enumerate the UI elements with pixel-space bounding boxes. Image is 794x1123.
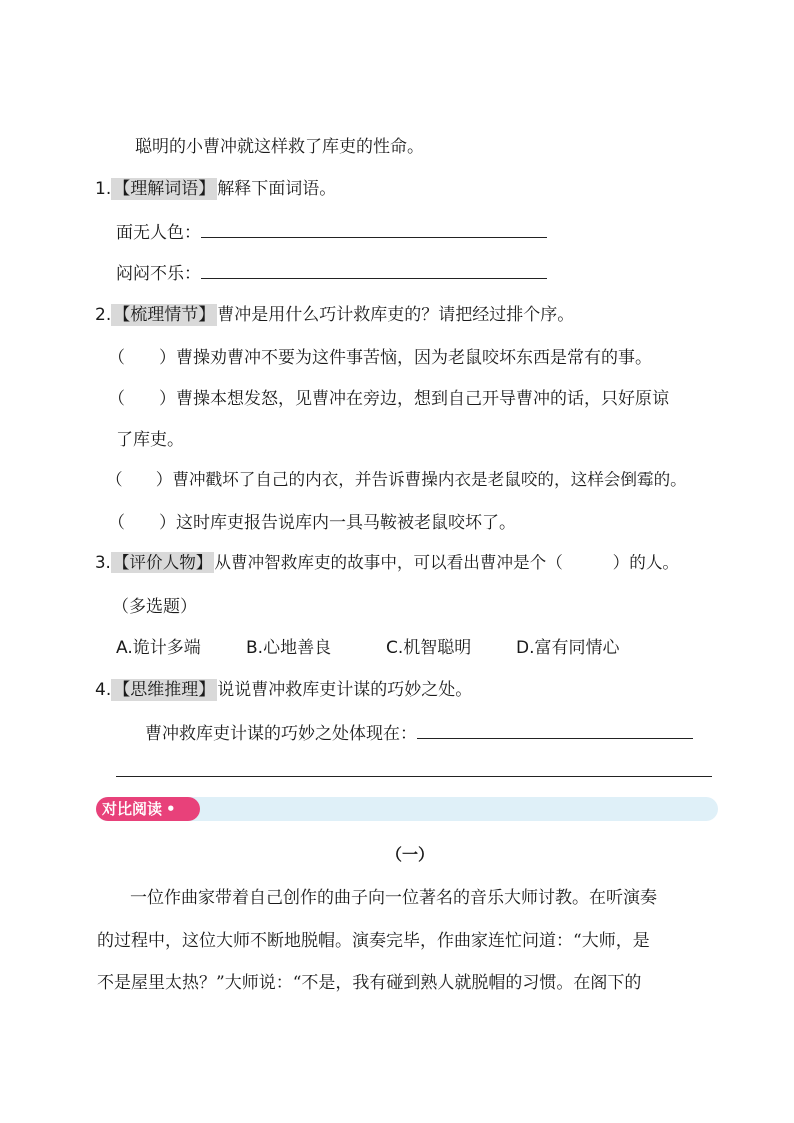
sequence-text: 曹冲戳坏了自己的内衣，并告诉曹操内衣是老鼠咬的，这样会倒霉的。 (172, 470, 687, 489)
question-number: 3. (95, 553, 111, 572)
sequence-text: 了库吏。 (116, 430, 184, 450)
sequence-item-continued (116, 425, 184, 450)
question-prompt: 说说曹冲救库吏计谋的巧妙之处。 (217, 680, 473, 700)
q4-answer-row-2 (116, 762, 712, 782)
section-title-pill (96, 797, 200, 821)
question-4 (95, 675, 472, 700)
answer-line[interactable] (116, 762, 712, 777)
term-label: 面无人色： (116, 223, 201, 243)
bullet-icon: • (166, 800, 176, 818)
q1-item-2 (116, 259, 547, 284)
sequence-item (106, 466, 687, 490)
term-label: 闷闷不乐： (116, 264, 201, 284)
question-tag: 【理解词语】 (113, 179, 216, 199)
answer-lead: 曹冲救库吏计谋的巧妙之处体现在： (145, 724, 417, 744)
option-d[interactable]: D.富有同情心 (516, 638, 620, 658)
section-title: 对比阅读 (102, 800, 163, 818)
intro-line: 聪明的小曹冲就这样救了库吏的性命。 (135, 137, 424, 157)
sequence-item (108, 343, 652, 368)
option-b[interactable]: B.心地善良 (246, 638, 332, 658)
passage-line: 一位作曲家带着自己创作的曲子向一位著名的音乐大师讨教。在听演奏 (130, 888, 657, 908)
option-a[interactable]: A.诡计多端 (116, 638, 201, 658)
question-number: 2. (95, 305, 112, 325)
q3-options (116, 633, 620, 658)
q1-item-1 (116, 218, 547, 243)
answer-line[interactable] (417, 724, 693, 739)
question-number: 1. (95, 179, 112, 199)
answer-line[interactable] (201, 223, 547, 238)
option-c[interactable]: C.机智聪明 (386, 638, 472, 658)
question-2 (95, 300, 574, 325)
question-prompt: 曹冲是用什么巧计救库吏的？请把经过排个序。 (217, 305, 575, 325)
order-blank[interactable]: （ ） (108, 513, 176, 533)
sequence-item (108, 508, 516, 533)
passage-line: 不是屋里太热？”大师说：“不是，我有碰到熟人就脱帽的习惯。在阁下的 (97, 973, 642, 993)
passage-heading: （一） (386, 845, 435, 864)
sequence-text: 曹操本想发怒，见曹冲在旁边，想到自己开导曹冲的话，只好原谅 (176, 389, 669, 409)
order-blank[interactable]: （ ） (108, 348, 176, 368)
sequence-text: 曹操劝曹冲不要为这件事苦恼，因为老鼠咬坏东西是常有的事。 (176, 348, 652, 368)
sequence-item (108, 384, 669, 409)
q4-answer-row (145, 719, 693, 744)
question-prompt: 解释下面词语。 (217, 179, 337, 199)
order-blank[interactable]: （ ） (108, 389, 176, 409)
question-prompt: 从曹冲智救库吏的故事中，可以看出曹冲是个（ ）的人。 (214, 553, 680, 572)
question-1 (95, 174, 336, 199)
question-tag: 【梳理情节】 (113, 305, 216, 325)
order-blank[interactable]: （ ） (106, 470, 173, 489)
question-number: 4. (95, 680, 112, 700)
question-tag: 【评价人物】 (112, 553, 213, 572)
answer-line[interactable] (201, 264, 547, 279)
sequence-text: 这时库吏报告说库内一具马鞍被老鼠咬坏了。 (176, 513, 516, 533)
passage-line: 的过程中，这位大师不断地脱帽。演奏完毕，作曲家连忙问道：“大师，是 (97, 931, 650, 951)
question-tag: 【思维推理】 (113, 680, 216, 700)
section-header-bar (96, 797, 718, 821)
question-3 (95, 549, 679, 573)
multi-choice-note: （多选题） (112, 597, 197, 617)
